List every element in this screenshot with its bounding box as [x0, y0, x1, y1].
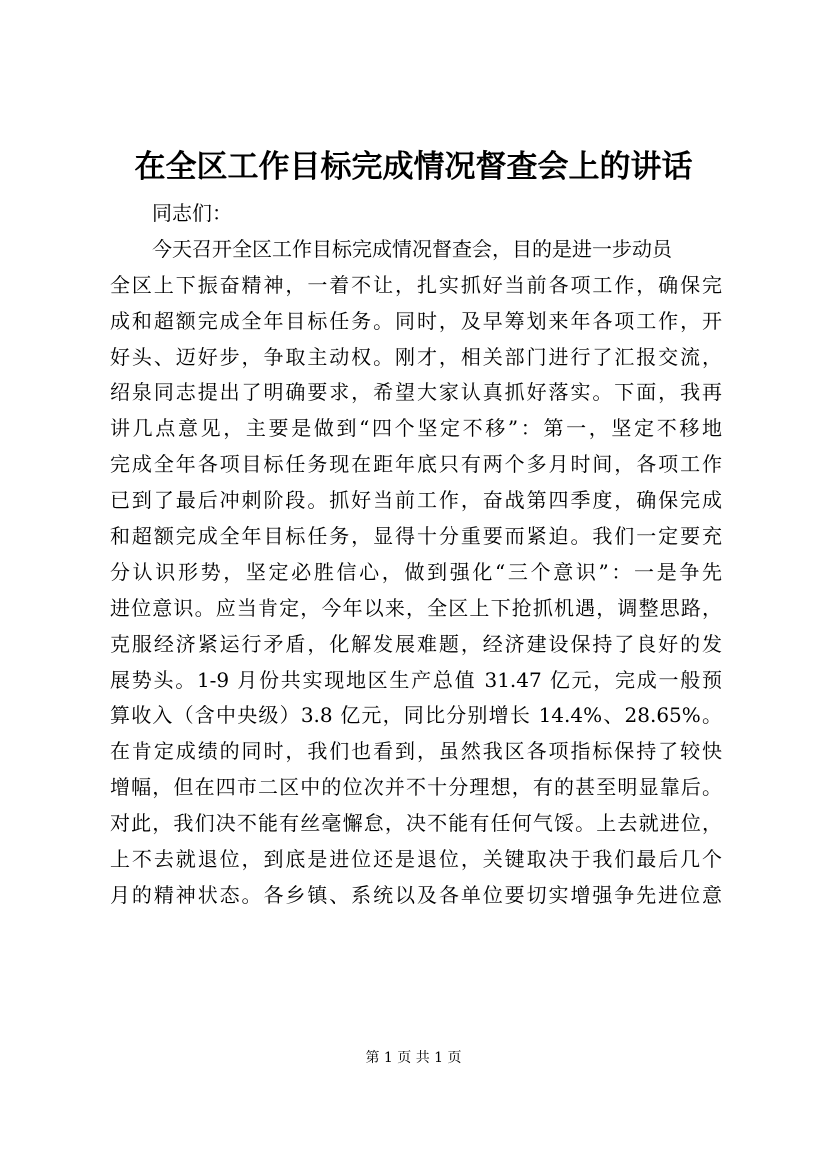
paragraph-line: 全区上下振奋精神，一着不让，扎实抓好当前各项工作，确保完	[110, 272, 722, 297]
paragraph-line: 增幅，但在四市二区中的位次并不十分理想，有的甚至明显靠后。	[110, 775, 722, 800]
paragraph-line: 分认识形势，坚定必胜信心，做到强化“三个意识”：一是争先	[110, 559, 722, 584]
salutation: 同志们：	[152, 201, 232, 225]
paragraph-line: 讲几点意见，主要是做到“四个坚定不移”：第一，坚定不移地	[110, 416, 722, 441]
document-body	[110, 196, 722, 914]
paragraph-line: 算收入（含中央级）3.8 亿元，同比分别增长 14.4%、28.65%。	[110, 703, 722, 728]
paragraph-line: 绍泉同志提出了明确要求，希望大家认真抓好落实。下面，我再	[110, 380, 722, 405]
paragraph-line: 完成全年各项目标任务现在距年底只有两个多月时间，各项工作	[110, 452, 722, 477]
paragraph-line: 对此，我们决不能有丝毫懈怠，决不能有任何气馁。上去就进位，	[110, 811, 722, 836]
paragraph-line: 上不去就退位，到底是进位还是退位，关键取决于我们最后几个	[110, 847, 722, 872]
paragraph-line: 和超额完成全年目标任务，显得十分重要而紧迫。我们一定要充	[110, 524, 722, 549]
paragraph-line: 进位意识。应当肯定，今年以来，全区上下抢抓机遇，调整思路，	[110, 595, 722, 620]
paragraph-line: 克服经济紧运行矛盾，化解发展难题，经济建设保持了良好的发	[110, 631, 722, 656]
document-title: 在全区工作目标完成情况督查会上的讲话	[134, 149, 693, 185]
page-number-footer: 第 1 页 共 1 页	[365, 1050, 462, 1066]
paragraph-line: 已到了最后冲刺阶段。抓好当前工作，奋战第四季度，确保完成	[110, 488, 722, 513]
paragraph-line: 今天召开全区工作目标完成情况督查会，目的是进一步动员	[152, 236, 672, 261]
paragraph-line: 成和超额完成全年目标任务。同时，及早筹划来年各项工作，开	[110, 308, 722, 333]
paragraph-line: 在肯定成绩的同时，我们也看到，虽然我区各项指标保持了较快	[110, 739, 722, 764]
paragraph-line: 月的精神状态。各乡镇、系统以及各单位要切实增强争先进位意	[110, 882, 722, 907]
paragraph-line: 展势头。1-9 月份共实现地区生产总值 31.47 亿元，完成一般预	[110, 667, 722, 692]
paragraph-line: 好头、迈好步，争取主动权。刚才，相关部门进行了汇报交流，	[110, 344, 722, 369]
